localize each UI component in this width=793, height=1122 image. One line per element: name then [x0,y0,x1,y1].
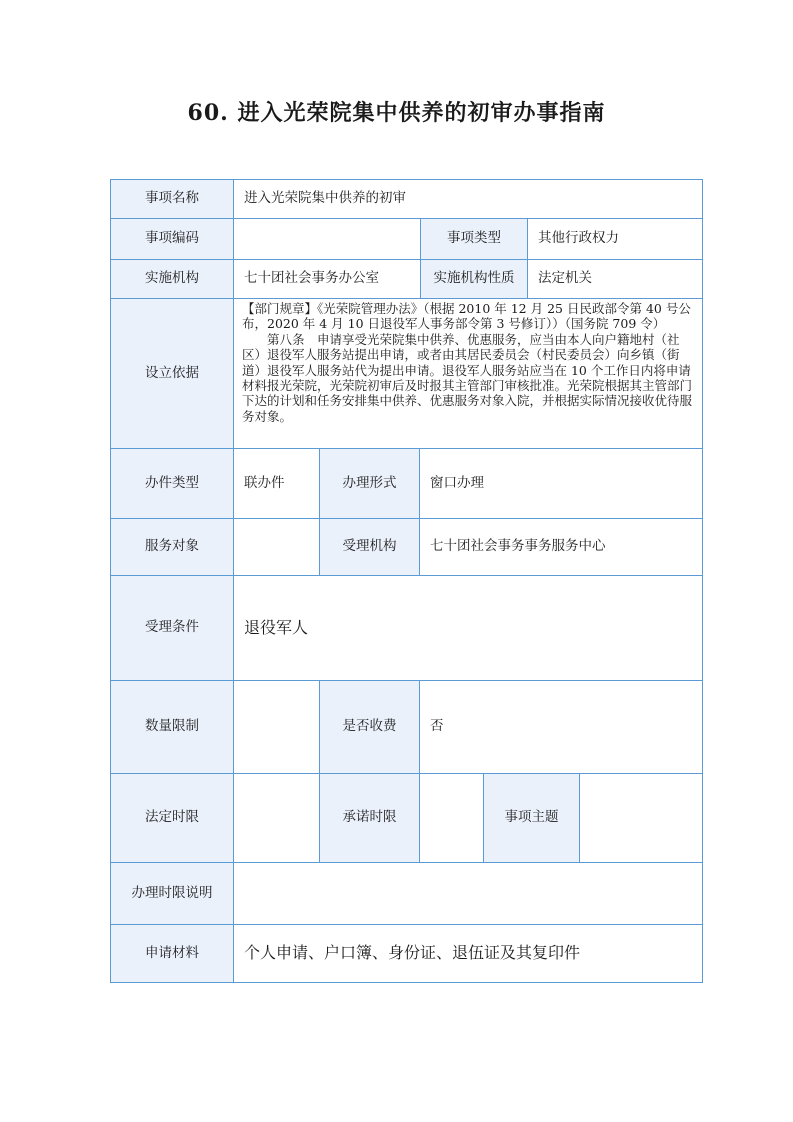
handling-form-label: 办理形式 [320,449,420,519]
materials-label: 申请材料 [111,925,234,983]
conditions-label: 受理条件 [111,576,234,681]
time-note-value [234,863,703,925]
item-code-value [234,219,421,260]
basis-paragraph-1: 【部门规章】《光荣院管理办法》（根据 2010 年 12 月 25 日民政部令第 40 号公布，2020 年 4 月 10 日退役军人事务部令第 3 号修订））（国务院 709 令） [242,301,691,332]
fee-value: 否 [420,681,703,774]
quantity-label: 数量限制 [111,681,234,774]
quantity-value [234,681,320,774]
agency-nature-label: 实施机构性质 [421,260,528,299]
agency-value: 七十团社会事务办公室 [234,260,421,299]
time-note-label: 办理时限说明 [111,863,234,925]
handling-form-value: 窗口办理 [420,449,703,519]
service-target-label: 服务对象 [111,519,234,576]
agency-label: 实施机构 [111,260,234,299]
topic-value [580,774,703,863]
item-name-label: 事项名称 [111,180,234,219]
item-type-value: 其他行政权力 [528,219,703,260]
promise-limit-label: 承诺时限 [320,774,420,863]
fee-label: 是否收费 [320,681,420,774]
page-title: 60. 进入光荣院集中供养的初审办事指南 [187,100,606,126]
agency-nature-value: 法定机关 [528,260,703,299]
accept-org-value: 七十团社会事务事务服务中心 [420,519,703,576]
promise-limit-value [420,774,484,863]
handling-type-label: 办件类型 [111,449,234,519]
item-name-value: 进入光荣院集中供养的初审 [234,180,703,219]
service-target-value [234,519,320,576]
basis-paragraph-2: 第八条 申请享受光荣院集中供养、优惠服务，应当由本人向户籍地村（社区）退役军人服务站提出申请，或者由其居民委员会（村民委员会）向乡镇（街道）退役军人服务站代为提出申请。退役军人服务站应当在 10 个工作日内将申请材料报光荣院，光荣院初审后及时报其主管部门审核批准。光荣院根据其主管部门下达的计划和任务安排集中供养、优惠服务对象入院，并根据实际情况接收优待服务对象。 [242,331,693,424]
legal-limit-label: 法定时限 [111,774,234,863]
basis-text [234,299,703,449]
item-code-label: 事项编码 [111,219,234,260]
basis-label: 设立依据 [111,299,234,449]
handling-type-value: 联办件 [234,449,320,519]
item-type-label: 事项类型 [421,219,528,260]
accept-org-label: 受理机构 [320,519,420,576]
materials-value: 个人申请、户口簿、身份证、退伍证及其复印件 [234,925,703,983]
legal-limit-value [234,774,320,863]
topic-label: 事项主题 [484,774,580,863]
conditions-value: 退役军人 [234,576,703,681]
